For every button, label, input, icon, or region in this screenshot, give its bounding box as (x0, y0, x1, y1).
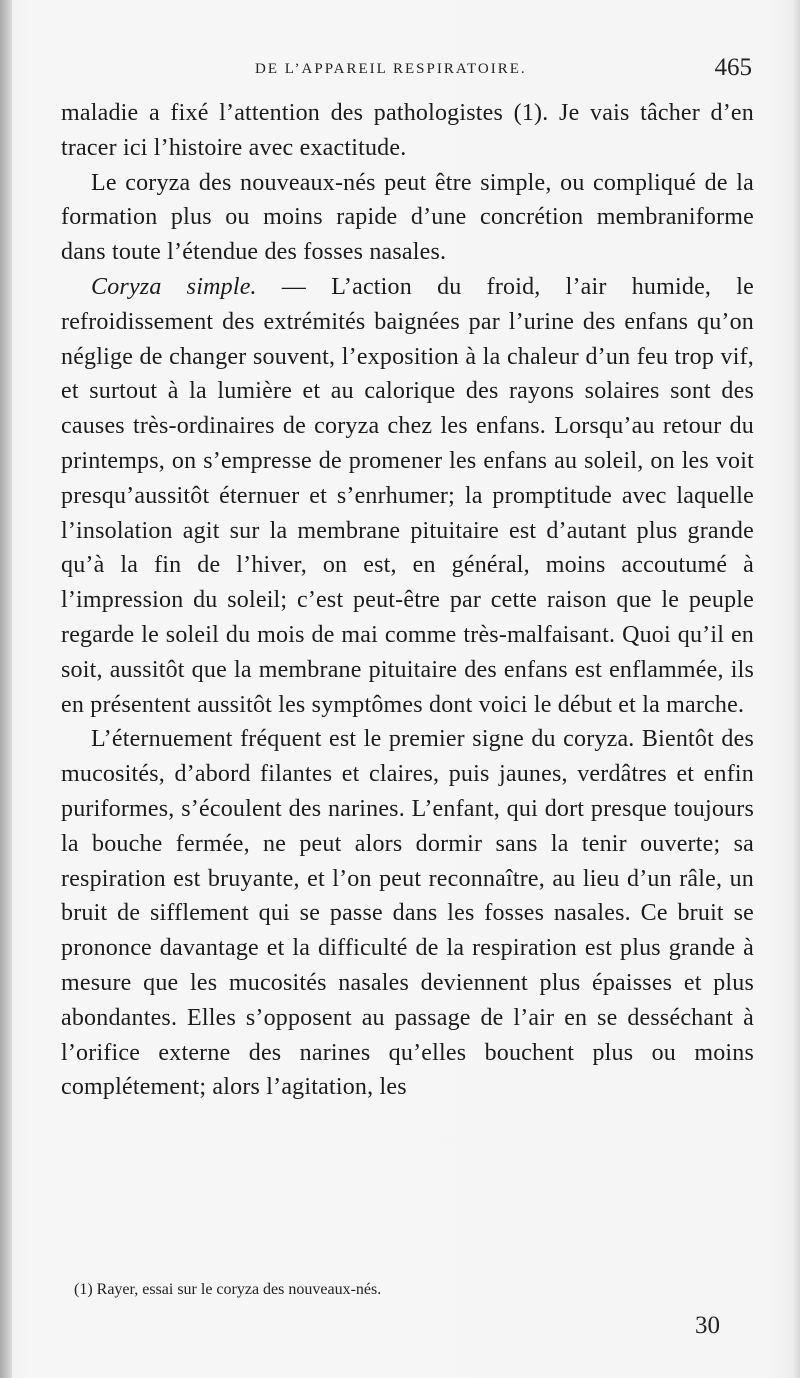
page-number: 465 (714, 54, 752, 81)
paragraph-symptoms: L’éternuement fréquent est le premier signe du coryza. Bientôt des mucosités, d’abord filantes et claires, puis jaunes, verdâtres et enfin puriformes, s’écoulent des narines. L’enfant, qui dort presque toujours la bouche fermée, ne peut alors dormir sans la tenir ouverte; sa respiration est bruyante, et l’on peut reconnaître, au lieu d’un râle, un bruit de sifflement qui se passe dans les fosses nasales. Ce bruit se prononce davantage et la difficulté de la respiration est plus grande à mesure que les mucosités nasales deviennent plus épaisses et plus abondantes. Elles s’opposent au passage de l’air en se desséchant à l’orifice externe des narines qu’elles bouchent plus ou moins complétement; alors l’agitation, les (61, 726, 754, 1101)
page-edge-shadow (0, 0, 12, 1378)
running-title: DE L’APPAREIL RESPIRATOIRE. (255, 61, 527, 77)
paragraph-continuation: maladie a fixé l’attention des pathologistes (1). Je vais tâcher d’en tracer ici l’histoire avec exactitude. (61, 100, 754, 161)
signature-mark: 30 (695, 1312, 720, 1339)
run-in-heading: Coryza simple. (91, 273, 257, 300)
paragraph-coryza-simple (61, 270, 754, 722)
paragraph-coryza-simple-text: — L’action du froid, l’air humide, le refroidissement des extrémités baignées par l’urine des enfans qu’on néglige de changer souvent, l’exposition à la chaleur d’un feu trop vif, et surtout à la lumière et au calorique des rayons solaires sont des causes très-ordinaires de coryza chez les enfans. Lorsqu’au retour du printemps, on s’empresse de promener les enfans au soleil, on les voit presqu’aussitôt éternuer et s’enrhumer; la promptitude avec laquelle l’insolation agit sur la membrane pituitaire est d’autant plus grande qu’à la fin de l’hiver, on est, en général, moins accoutumé à l’impression du soleil; c’est peut-être par cette raison que le peuple regarde le soleil du mois de mai comme très-malfaisant. Quoi qu’il en soit, aussitôt que la membrane pituitaire des enfans est enflammée, ils en présentent aussitôt les symptômes dont voici le début et la marche. (61, 273, 754, 718)
paragraph-coryza-intro: Le coryza des nouveaux-nés peut être simple, ou compliqué de la formation plus ou moins rapide d’une concrétion membraniforme dans toute l’étendue des fosses nasales. (61, 169, 754, 266)
running-head (0, 54, 800, 88)
footnote: (1) Rayer, essai sur le coryza des nouveaux-nés. (74, 1281, 382, 1298)
body-text (61, 96, 754, 1105)
